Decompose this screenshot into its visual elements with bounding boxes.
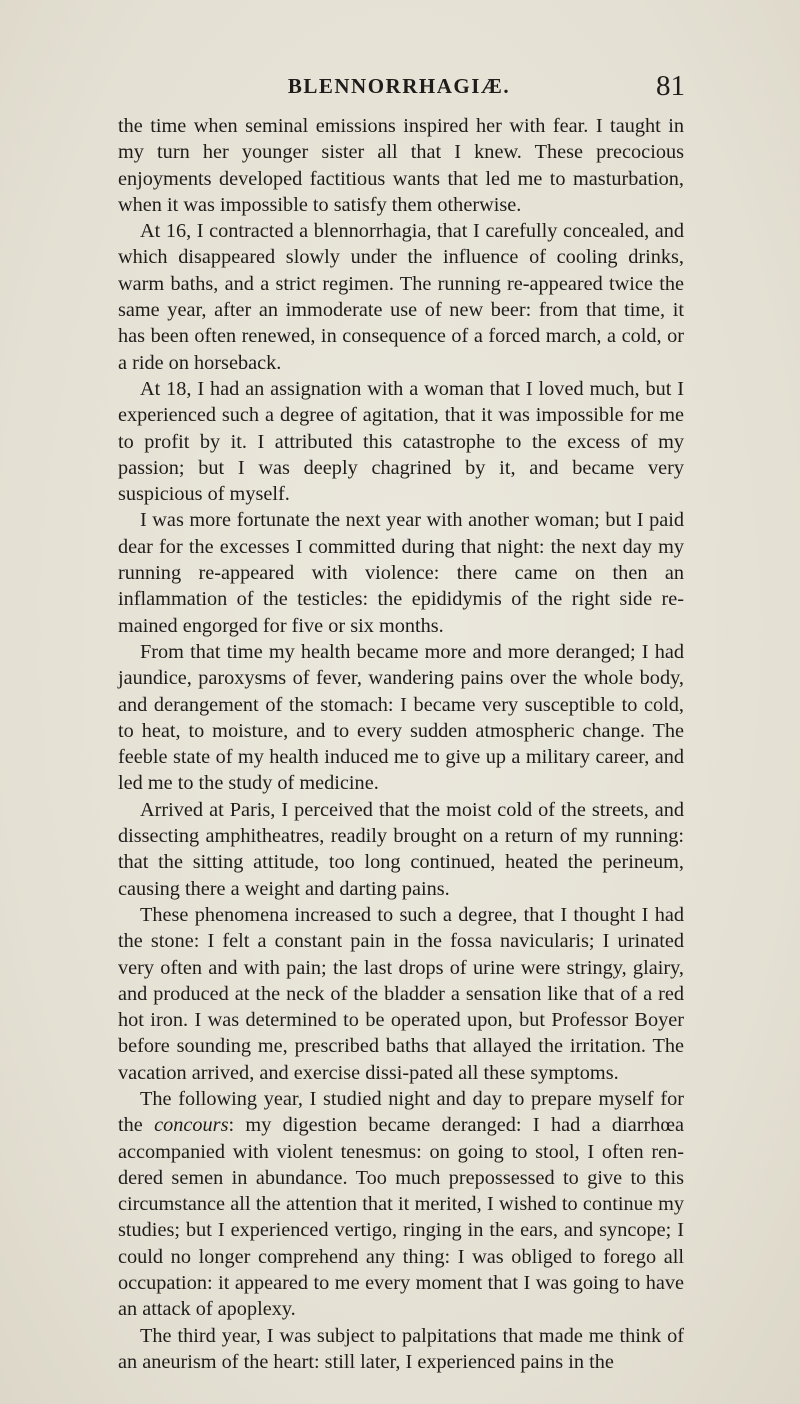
page-number: 81 (656, 70, 685, 102)
running-head (113, 70, 685, 110)
paragraph-8-text-after: : my digestion became deranged: I had a diarrhœa accompanied with violent tenesmus: on going to stool, I often ren-dered semen in abundance. Too much prepossessed to give to this circumstance all the attention that it merited, I wished to continue my studies; but I experienced vertigo, ringing in the ears, and syncope; I could no longer comprehend any thing: I was obliged to forego all occupation: it appeared to me every moment that I was going to have an attack of apoplexy. (118, 1114, 684, 1321)
paragraph-3: At 18, I had an assignation with a woman that I loved much, but I experienced such a degree of agitation, that it was impossible for me to profit by it. I attributed this catastrophe to the excess of my passion; but I was deeply chagrined by it, and became very suspicious of myself. (118, 377, 684, 506)
paragraph-4: I was more fortunate the next year with another woman; but I paid dear for the excesses I committed during that night: the next day my running re-appeared with violence: there came on then an inflammation of the testicles: the epididymis of the right side re-mained engorged for five or six months. (118, 509, 684, 637)
paragraph-8-text-before: The following year, I studied night and day to prepare myself for the (118, 1087, 684, 1137)
paragraph-7: These phenomena increased to such a degree, that I thought I had the stone: I felt a constant pain in the fossa navicularis; I urinated very often and with pain; the last drops of urine were stringy, glairy, and produced at the neck of the bladder a sensation like that of a red hot iron. I was determined to be operated upon, but Professor Boyer before sounding me, prescribed baths that allayed the irritation. The vacation arrived, and exercise dissi-pated all these symptoms. (118, 903, 684, 1084)
paragraph-5: From that time my health became more and more deranged; I had jaundice, paroxysms of fever, wandering pains over the whole body, and derangement of the stomach: I became very susceptible to cold, to heat, to moisture, and to every sudden atmospheric change. The feeble state of my health induced me to give up a military career, and led me to the study of medicine. (118, 640, 684, 795)
paragraph-2: At 16, I contracted a blennorrhagia, that I carefully concealed, and which disappeared slowly under the influence of cooling drinks, warm baths, and a strict regimen. The running re-appeared twice the same year, after an immoderate use of new beer: from that time, it has been often renewed, in consequence of a forced march, a cold, or a ride on horseback. (118, 220, 684, 374)
paragraph-9: The third year, I was subject to palpitations that made me think of an aneurism of the heart: still later, I experienced pains in the (118, 1324, 684, 1373)
paragraph-8 (118, 1086, 684, 1323)
paragraph-6: Arrived at Paris, I perceived that the moist cold of the streets, and dissecting amphitheatres, readily brought on a return of my running: that the sitting attitude, too long continued, heated the perineum, causing there a weight and darting pains. (118, 798, 684, 900)
paragraph-1: the time when seminal emissions inspired her with fear. I taught in my turn her younger sister all that I knew. These precocious enjoyments developed factitious wants that led me to masturbation, when it was impossible to satisfy them otherwise. (118, 115, 684, 216)
running-title: BLENNORRHAGIÆ. (287, 74, 511, 98)
paragraph-8-italic-term: concours (154, 1114, 229, 1137)
body-text (118, 113, 684, 1375)
